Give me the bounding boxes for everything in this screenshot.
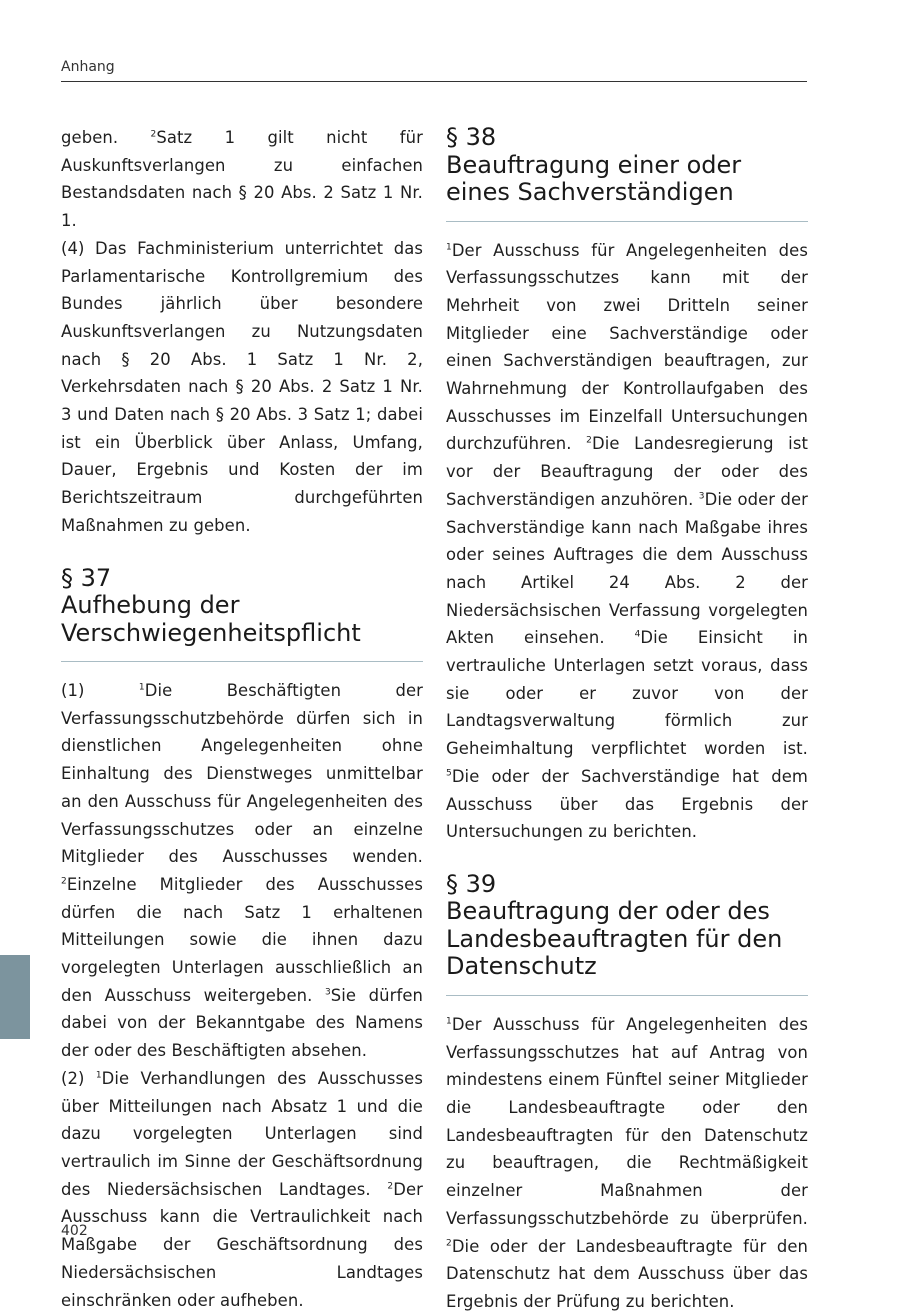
section-number: § 37 xyxy=(61,563,112,592)
paragraph-prefix: (1) xyxy=(61,681,139,701)
section-rule xyxy=(446,221,808,222)
right-column xyxy=(446,124,808,1316)
sentence-number: 2 xyxy=(586,435,592,446)
section-38-paragraph xyxy=(446,237,808,846)
section-number: § 39 xyxy=(446,869,497,898)
sentence: Der Ausschuss für Angelegenheiten des Verfassungsschutzes kann mit der Mehrheit von zwei Dritteln seiner Mitglieder eine Sachverständige oder einen Sachverständigen beauftragen, zur Wahrnehmung der Kontrollaufgaben des Ausschusses im Einzelfall Untersuchungen durchzuführen. xyxy=(446,240,808,454)
header-rule xyxy=(61,81,807,82)
sentence: Der Ausschuss kann die Vertraulichkeit nach Maßgabe der Geschäftsordnung des Niedersächsischen Landtages einschränken oder aufheben. xyxy=(61,1179,423,1310)
section-37-heading xyxy=(61,565,423,648)
sentence-number: 2 xyxy=(61,876,67,887)
section-title-line: Landesbeauftragten für den xyxy=(446,924,783,953)
section-39-heading xyxy=(446,871,808,981)
section-title-line: Beauftragung der oder des xyxy=(446,897,770,926)
sentence-number: 2 xyxy=(387,1181,394,1192)
sentence: Sie dürfen dabei von der Bekanntgabe des Namens der oder des Beschäftigten absehen. xyxy=(61,985,423,1061)
section-title-line: Datenschutz xyxy=(446,952,597,981)
section-rule xyxy=(61,661,423,662)
section-number: § 38 xyxy=(446,123,497,151)
sentence-number: 2 xyxy=(446,1238,452,1249)
chapter-tab-marker xyxy=(0,955,30,1039)
section-38-heading xyxy=(446,124,808,207)
sentence: Der Ausschuss für Angelegenheiten des Verfassungsschutzes hat auf Antrag von mindestens einem Fünftel seiner Mitglieder die Landesbeauftragte oder den Landesbeauftragten für den Datenschutz zu beauftragen, die Rechtmäßigkeit einzelner Maßnahmen der Verfassungsschutzbehörde zu überprüfen. xyxy=(446,1014,808,1228)
sentence-number: 4 xyxy=(634,629,641,640)
sentence: Die Beschäftigten der Verfassungsschutzbehörde dürfen sich in dienstlichen Angelegenheiten ohne Einhaltung des Dienstweges unmittelbar an den Ausschuss für Angelegenheiten des Verfassungsschutzes oder an einzelne Mitglieder des Ausschusses wenden. xyxy=(61,681,424,867)
sentence: Die Einsicht in vertrauliche Unterlagen setzt voraus, dass sie oder er zuvor von der Landtagsverwaltung förmlich zur Geheimhaltung verpflichtet worden ist. xyxy=(446,628,809,759)
section-37-paragraph-1 xyxy=(61,677,423,1065)
paragraph-prefix: (2) xyxy=(61,1068,96,1088)
sentence: Einzelne Mitglieder des Ausschusses dürfen die nach Satz 1 erhaltenen Mitteilungen sowie die ihnen dazu vorgelegten Unterlagen ausschließlich an den Ausschuss weitergeben. xyxy=(61,874,423,1005)
sentence-number: 3 xyxy=(698,491,705,502)
sentence: Die oder der Sachverständige kann nach Maßgabe ihres oder seines Auftrages die dem Ausschuss nach Artikel 24 Abs. 2 der Niedersächsischen Verfassung vorgelegten Akten einsehen. xyxy=(446,489,808,648)
text-run: Satz 1 gilt nicht für Auskunftsverlangen zu einfachen Bestandsdaten nach § 20 Abs. 2 Satz 1 Nr. 1. xyxy=(61,128,423,231)
sentence: Die oder der Landesbeauftragte für den Datenschutz hat dem Ausschuss über das Ergebnis der Prüfung zu berichten. xyxy=(446,1236,808,1311)
sentence-number: 1 xyxy=(446,242,452,253)
left-column xyxy=(61,124,423,1314)
page-number: 402 xyxy=(61,1223,88,1239)
section-rule xyxy=(446,995,808,996)
sentence: Die oder der Sachverständige hat dem Ausschuss über das Ergebnis der Untersuchungen zu berichten. xyxy=(446,766,808,842)
paragraph-4: (4) Das Fachministerium unterrichtet das Parlamentarische Kontrollgremium des Bundes jährlich über besondere Auskunftsverlangen zu Nutzungsdaten nach § 20 Abs. 1 Satz 1 Nr. 2, Verkehrsdaten nach § 20 Abs. 2 Satz 1 Nr. 3 und Daten nach § 20 Abs. 3 Satz 1; dabei ist ein Überblick über Anlass, Umfang, Dauer, Ergebnis und Kosten der im Berichtszeitraum durchgeführten Maßnahmen zu geben. xyxy=(61,238,423,535)
sentence: Die Landesregierung ist vor der Beauftragung der oder des Sachverständigen anzuhören. xyxy=(446,434,808,509)
text-run: geben. xyxy=(61,128,151,147)
section-37-paragraph-2 xyxy=(61,1065,423,1314)
section-title-line: Beauftragung einer oder xyxy=(446,150,742,179)
sentence: Die Verhandlungen des Ausschusses über Mitteilungen nach Absatz 1 und die dazu vorgelegten Unterlagen sind vertraulich im Sinne der Geschäftsordnung des Niedersächsischen Landtages. xyxy=(61,1068,423,1199)
sentence-number: 1 xyxy=(95,1070,102,1081)
sentence-number: 3 xyxy=(324,987,331,998)
section-title-line: eines Sachverständigen xyxy=(446,178,734,206)
sentence-number: 1 xyxy=(138,682,145,693)
section-title-line: Aufhebung der xyxy=(61,591,240,620)
sentence-number: 1 xyxy=(446,1016,452,1027)
section-title-line: Verschwiegenheitspflicht xyxy=(61,618,361,647)
sentence-number: 5 xyxy=(446,768,452,779)
running-head: Anhang xyxy=(61,59,115,75)
continuation-paragraph xyxy=(61,124,423,235)
sentence-number: 2 xyxy=(150,129,157,140)
section-39-paragraph xyxy=(446,1011,808,1316)
